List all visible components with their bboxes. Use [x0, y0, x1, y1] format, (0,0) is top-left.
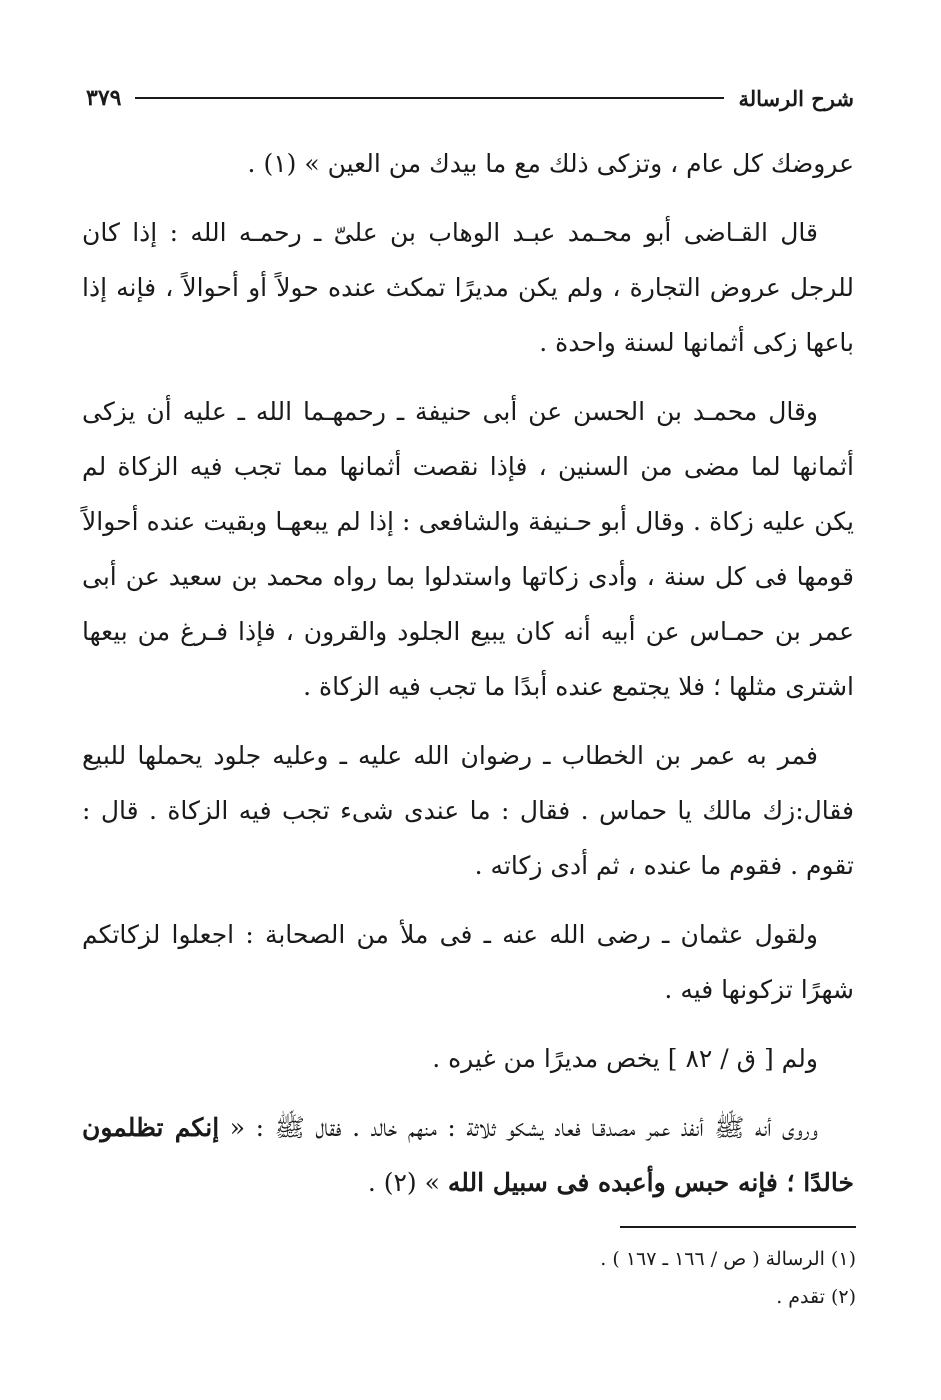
- header-title: شرح الرسالة: [738, 85, 854, 111]
- body-text: [82, 136, 854, 1224]
- paragraph-6: ولم [ ق / ٨٢ ] يخص مديرًا من غيره .: [432, 1044, 818, 1073]
- paragraph-7-text: وروى أنه ﷺ أنفذ عمر مصدقـا فعاد يشكو ثلاثة : منهم خالد . فقال: [315, 1113, 818, 1142]
- hadith-quote: إنكم تظلمون خالدًا ؛ فإنه حبس وأعبده فى سبيل الله: [82, 1113, 854, 1197]
- footnote-2: (٢) تقدم .: [776, 1286, 856, 1308]
- paragraph-7: [82, 1100, 854, 1210]
- paragraph-3: وقال محمـد بن الحسن عن أبى حنيفة ـ رحمهـما الله ـ عليه أن يزكى أثمانها لما مضى من السنين ، فإذا نقصت أثمانها مما تجب فيه الزكاة لم يكن عليه زكاة . وقال أبو حـنيفة والشافعى : إذا لم يبعهـا وبقيت عنده أحوالاً قومها فى كل سنة ، وأدى زكاتها واستدلوا بما رواه محمد بن سعيد عن أبى عمر بن حمـاس عن أبيه أنه كان يبيع الجلود والقرون ، فإذا فـرغ من بيعها اشترى مثلها ؛ فلا يجتمع عنده أبدًا ما تجب فيه الزكاة .: [82, 397, 854, 701]
- footnote-1: (١) الرسالة ( ص / ١٦٦ ـ ١٦٧ ) .: [600, 1248, 856, 1270]
- paragraph-1: عروضك كل عام ، وتزكى ذلك مع ما بيدك من العين » (١) .: [247, 149, 854, 178]
- footnote-separator: [620, 1226, 856, 1228]
- paragraph-7-suffix: » (٢) .: [367, 1168, 440, 1197]
- paragraph-7-prefix: ﷺ : «: [229, 1113, 305, 1142]
- paragraph-4: فمر به عمر بن الخطاب ـ رضوان الله عليه ـ وعليه جلود يحملها للبيع فقال:زك مالك يا حماس . فقال : ما عندى شىء تجب فيه الزكاة . قال : تقوم . فقوم ما عنده ، ثم أدى زكاته .: [82, 741, 854, 880]
- header-rule: [135, 97, 724, 99]
- running-header: [86, 78, 854, 118]
- paragraph-2: قال القـاضى أبو محـمد عبـد الوهاب بن علىّ ـ رحمـه الله : إذا كان للرجل عروض التجارة ، ولم يكن مديرًا تمكث عنده حولاً أو أحوالاً ، فإنه إذا باعها زكى أثمانها لسنة واحدة .: [82, 218, 854, 357]
- footnotes: [300, 1240, 856, 1316]
- page-number: ٣٧٩: [86, 85, 122, 111]
- paragraph-5: ولقول عثمان ـ رضى الله عنه ـ فى ملأ من الصحابة : اجعلوا لزكاتكم شهرًا تزكونها فيه .: [82, 920, 854, 1004]
